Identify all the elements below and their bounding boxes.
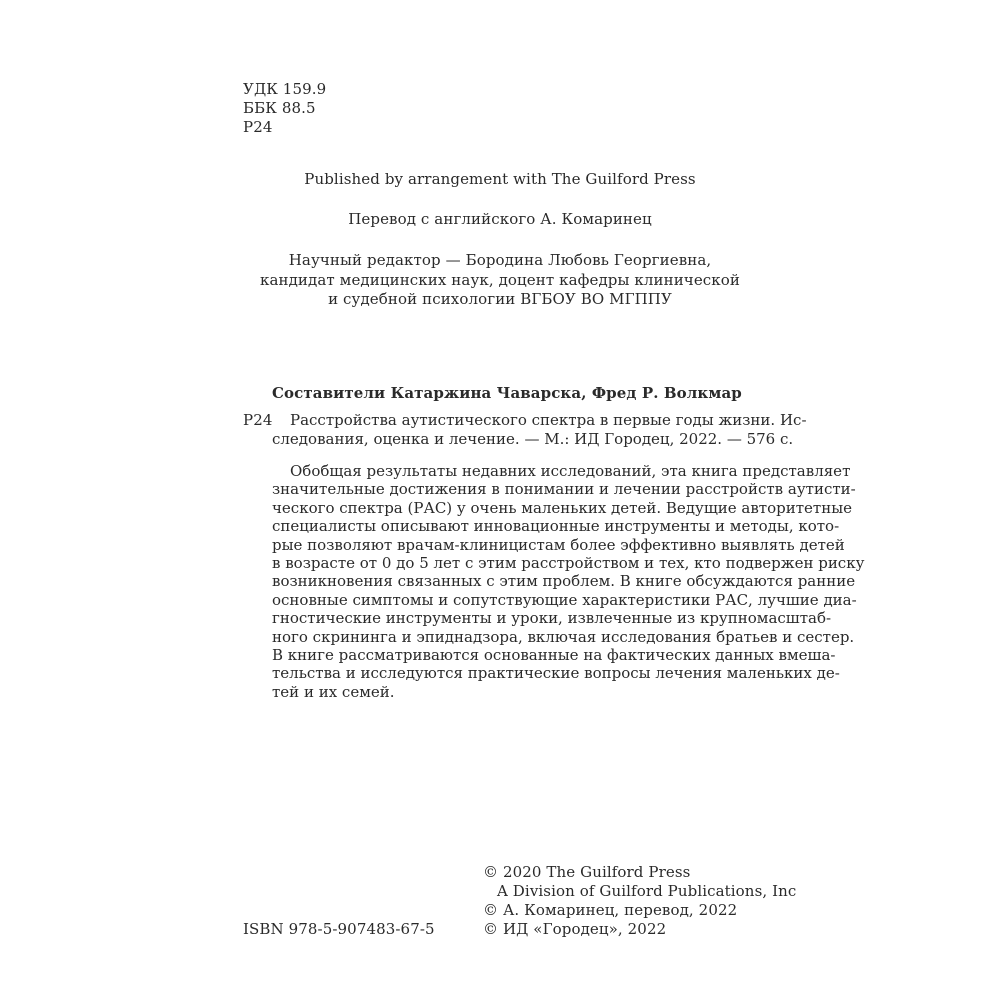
bibliographic-entry [272, 411, 807, 449]
udk-code: УДК 159.9 [243, 80, 327, 98]
compilers: Составители Катаржина Чаварска, Фред Р. Волкмар [272, 384, 742, 402]
entry-line-2: следования, оценка и лечение. — М.: ИД Городец, 2022. — 576 с. [272, 430, 794, 449]
annotation-line: значительные достижения в понимании и лечении расстройств аутисти- [272, 480, 856, 499]
bbk-code: ББК 88.5 [243, 99, 316, 117]
copyright-translation: © А. Комаринец, перевод, 2022 [483, 901, 738, 919]
annotation-line: ного скрининга и эпиднадзора, включая исследования братьев и сестер. [272, 627, 855, 646]
author-mark-code: Р24 [243, 118, 273, 136]
copyright-publisher: © ИД «Городец», 2022 [483, 920, 667, 938]
editor-line-1: Научный редактор — Бородина Любовь Георгиевна, [288, 251, 712, 269]
annotation-line: тей и их семей. [272, 682, 395, 701]
annotation [272, 462, 865, 701]
annotation-line: В книге рассматриваются основанные на фактических данных вмеша- [272, 645, 836, 664]
annotation-line: в возрасте от 0 до 5 лет с этим расстройством и тех, кто подвержен риску [272, 553, 865, 572]
annotation-line: ческого спектра (РАС) у очень маленьких детей. Ведущие авторитетные [272, 498, 853, 517]
annotation-line: тельства и исследуются практические вопросы лечения маленьких де- [272, 664, 840, 683]
annotation-line: специалисты описывают инновационные инструменты и методы, кото- [272, 517, 840, 536]
annotation-line: возникновения связанных с этим проблем. В книге обсуждаются ранние [272, 572, 856, 591]
editor-line-2: кандидат медицинских наук, доцент кафедры клинической [259, 271, 741, 289]
copyright-division: A Division of Guilford Publications, Inc [497, 882, 797, 900]
entry-line-1: Расстройства аутистического спектра в первые годы жизни. Ис- [290, 411, 807, 429]
translation-credit: Перевод с английского А. Комаринец [348, 210, 652, 228]
isbn: ISBN 978-5-907483-67-5 [243, 920, 435, 938]
annotation-line: основные симптомы и сопутствующие характеристики РАС, лучшие диа- [272, 590, 857, 609]
entry-code: Р24 [243, 411, 273, 429]
annotation-line: Обобщая результаты недавних исследований, эта книга представляет [290, 462, 851, 480]
rights-notice: Published by arrangement with The Guilford Press [304, 170, 696, 188]
copyright-guilford: © 2020 The Guilford Press [483, 863, 691, 881]
annotation-line: гностические инструменты и уроки, извлеченные из крупномасштаб- [272, 609, 832, 628]
annotation-line: рые позволяют врачам-клиницистам более эффективно выявлять детей [272, 535, 845, 554]
editor-line-3: и судебной психологии ВГБОУ ВО МГППУ [328, 290, 672, 308]
